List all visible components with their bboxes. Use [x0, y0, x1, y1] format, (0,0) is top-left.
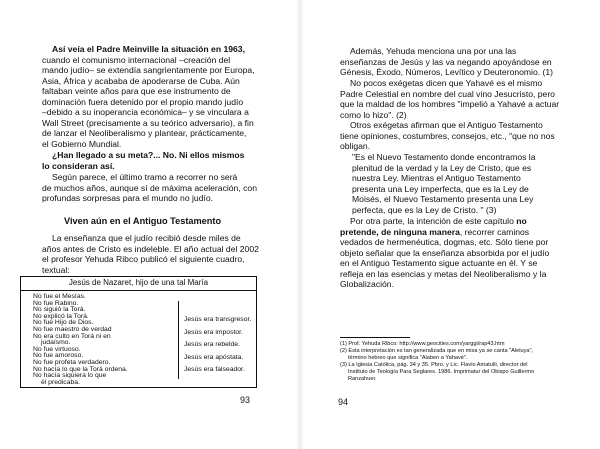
paragraph-line: profundas sorpresas para el mundo no judío.	[42, 193, 214, 203]
footnote: Ranzahuer.	[348, 376, 377, 382]
quoted-table-item: No fue profeta verdadero.	[33, 358, 111, 366]
paragraph-line: La enseñanza que el judío recibió desde miles de	[52, 233, 241, 243]
paragraph-line: Génesis, Éxodo, Números, Levítico y Deuteronomio. (1)	[340, 67, 554, 77]
paragraph-line: Globalización.	[340, 279, 394, 289]
right-page	[300, 0, 600, 449]
quoted-table-item: judaísmo.	[41, 339, 71, 347]
quoted-table	[20, 276, 257, 388]
paragraph-line: el Gobierno Mundial.	[42, 138, 122, 149]
quote-line: presenta una Ley imperfecta, que es la Ley de	[352, 183, 529, 194]
paragraph-line: que la maldad de los hombres "impelió a Yahavé a actuar	[340, 99, 560, 109]
paragraph-line: de muchos años, aunque sí de máxima aceleración, con	[42, 182, 257, 193]
paragraph-line: No pocos exégetas dicen que Yahavé es el mismo	[350, 78, 543, 88]
paragraph-line: Además, Yehuda menciona una por una las	[350, 46, 517, 56]
page-number: 93	[240, 395, 251, 405]
paragraph-meinville	[42, 44, 276, 149]
paragraph-line: obligan.	[340, 141, 371, 151]
quoted-table-item: No hacía lo que la Torá ordena.	[33, 365, 128, 373]
footnote-rule	[340, 337, 410, 338]
paragraph-line: Wall Street (precisamente a su teórico adversario), a fin	[42, 117, 254, 128]
quoted-table-item: No fue Hijo de Dios.	[33, 319, 94, 327]
footnote: término hebreo que significa "Alaben a Yahavé".	[348, 355, 468, 361]
footnotes	[340, 341, 580, 383]
text-run: Por otra parte, la intención de este capítulo	[350, 216, 514, 226]
text-run: , recorrer caminos	[459, 226, 530, 237]
quote-line: nuestra Ley. Mientras el Antiguo Testamento	[352, 173, 521, 183]
paragraph-intention	[340, 216, 574, 290]
quote-line: plenitud de la verdad y la Ley de Cristo, que es	[352, 162, 532, 173]
paragraph-line: Otros exégetas afirman que el Antiguo Testamento	[350, 120, 543, 130]
quoted-table-item: No fue Rabino.	[33, 299, 79, 307]
paragraph-line: vedados de hermenéutica, dogmas, etc. Sólo tiene por	[340, 237, 549, 247]
quoted-table-divider	[178, 301, 179, 379]
quoted-table-right-column	[184, 314, 256, 377]
page-number: 94	[338, 397, 349, 407]
quoted-table-title: Jesús de Nazaret, hijo de una tal María	[68, 278, 209, 287]
paragraph-line: tiene opiniones, costumbres, consejos, etc., "que no nos	[340, 130, 555, 141]
paragraph-line: faltaban veinte años para que ese instrumento de	[42, 86, 231, 96]
paragraph-line: el profesor Yehuda Ribco publicó el siguiente cuadro,	[42, 254, 245, 264]
paragraph-line: –debido a su inoperancia económica– y se vinculara a	[42, 107, 249, 117]
quoted-table-left-column	[33, 294, 173, 386]
quoted-table-item: No fue el Mesías.	[33, 293, 86, 300]
quoted-table-item: él predicaba.	[41, 378, 80, 386]
paragraph-line: años antes de Cristo es indeleble. El año actual del 2002	[42, 243, 259, 254]
paragraph-line: Según parece, el último tramo a recorrer no será	[52, 172, 238, 182]
paragraph-line	[42, 150, 276, 161]
quoted-table-item: No explicó la Torá.	[33, 312, 89, 320]
quoted-table-item: Jesús era apóstata.	[184, 353, 244, 361]
paragraph-question	[42, 150, 276, 171]
paragraph-teaching	[42, 233, 276, 275]
bold-line: lo consideran así.	[42, 160, 115, 171]
quoted-table-item: No fue amoroso.	[33, 352, 84, 360]
paragraph-line: Asia, África y acababa de apoderarse de Cuba. Aún	[42, 75, 240, 86]
quote-line: perfecta, que es la Ley de Cristo. " (3)	[352, 204, 497, 215]
quoted-table-item: No fue maestro de verdad	[33, 325, 112, 333]
quote-line: "Es el Nuevo Testamento donde encontramos la	[352, 152, 536, 162]
footnote: (2) Esta interpretación es tan generalizada que en misa ya se canta "Aleluya",	[340, 348, 534, 354]
paragraph-line	[42, 161, 276, 172]
quoted-table-item: Jesús era rebelde.	[184, 341, 240, 348]
paragraph-line: de lanzar el Neoliberalismo y plantear, prácticamente,	[42, 128, 247, 138]
paragraph-line: enseñanzas de Jesús y las va negando apoyándose en	[340, 56, 552, 67]
paragraph-line: objeto señalar que la enseñanza absorbida por el judío	[340, 247, 550, 258]
paragraph-last-stretch	[42, 172, 276, 204]
bold-run: pretende, de ninguna manera	[340, 226, 460, 237]
quoted-table-item: No fue virtuoso.	[33, 345, 81, 353]
paragraph-line: mando judío– se extendía sangrientamente por Europa,	[42, 65, 255, 75]
bold-lead: Así veía el Padre Meinville la situación en 1963,	[52, 44, 245, 54]
paragraph-line	[340, 227, 574, 238]
quoted-table-item: No era culto en Torá ni en	[33, 332, 111, 340]
quoted-table-item: No siguió la Torá.	[33, 306, 86, 314]
quote-line: Moisés, el Nuevo Testamento presenta una Ley	[352, 194, 534, 204]
block-quote	[352, 152, 574, 215]
quoted-table-item: Jesús era falseador.	[184, 366, 245, 373]
footnote: (3) La Iglesia Católica, pág. 34 y 35. Pbro. y Lic. Flavio Amatulli, director del	[340, 362, 528, 368]
section-title: Viven aún en el Antiguo Testamento	[64, 216, 222, 226]
paragraph-exegetes	[340, 78, 574, 120]
footnote: Instituto de Teología Para Seglares. 1986. Imprimatur del Obispo Guillermo	[348, 369, 535, 375]
paragraph-line: textual:	[42, 264, 70, 275]
bold-line: ¿Han llegado a su meta?... No. Ni ellos mismos	[52, 150, 245, 160]
paragraph-line: cuando el comunismo internacional –creación del	[42, 54, 231, 65]
paragraph-line: como lo hizo". (2)	[340, 109, 407, 120]
quoted-table-item: No hacía siquiera lo que	[33, 372, 107, 380]
quoted-table-item: Jesús era impostor.	[184, 328, 243, 336]
paragraph-line	[340, 216, 574, 227]
paragraph-other-exegetes	[340, 120, 574, 152]
paragraph-line: Padre Celestial en nombre del cual vino Jesucristo, pero	[340, 88, 555, 99]
paragraph-line: dominación fuera detenido por el propio mando judío	[42, 96, 244, 107]
paragraph-line: en el Antiguo Testamento sigue actuante en él. Y se	[340, 258, 538, 268]
paragraph-yehuda	[340, 46, 574, 78]
quoted-table-rule	[21, 290, 256, 291]
bold-run: no	[516, 216, 527, 226]
footnote: (1) Prof. Yehuda Ribco: http://www.geocities.com/yarggi/rap43.htm	[340, 341, 505, 347]
paragraph-line	[42, 44, 276, 55]
paragraph-line: refleja en las esencias y metas del Neoliberalismo y la	[340, 268, 547, 279]
quoted-table-item: Jesús era transgresor.	[184, 316, 252, 323]
